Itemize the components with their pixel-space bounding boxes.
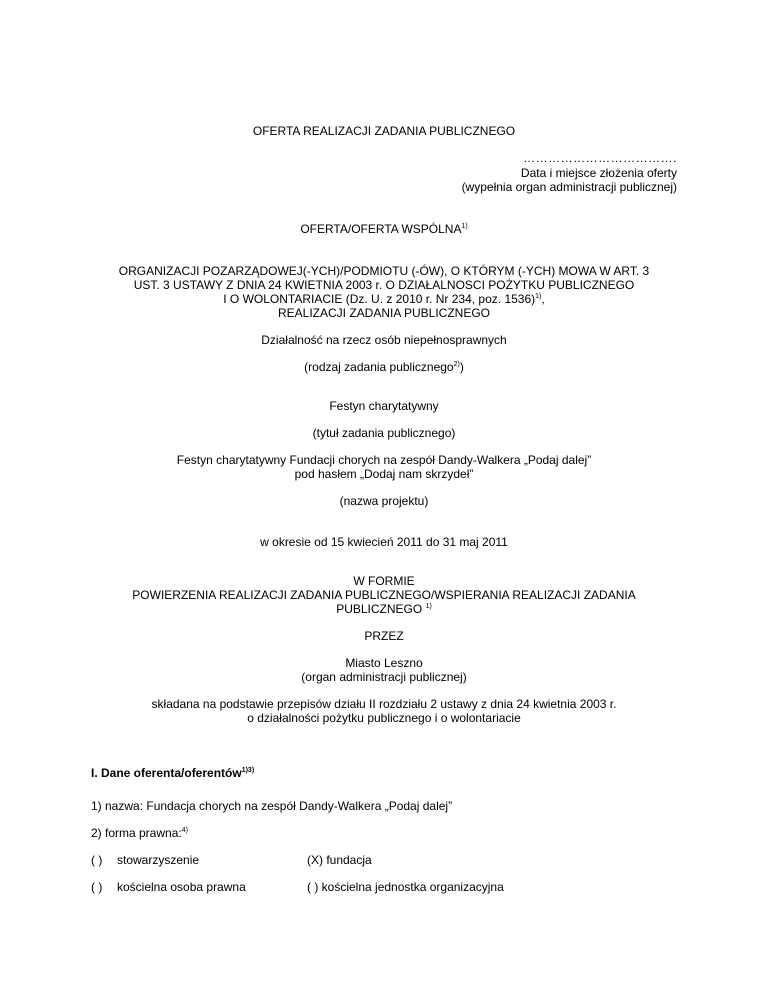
form-line-3-text: PUBLICZNEGO bbox=[336, 602, 426, 616]
option-fundacja[interactable]: (X) fundacja bbox=[307, 853, 372, 867]
date-dots: ………………………………. bbox=[523, 151, 677, 165]
task-type-label-text: (rodzaj zadania publicznego bbox=[304, 360, 454, 374]
date-note: (wypełnia organ administracji publicznej) bbox=[461, 180, 677, 194]
legal-form-text: 2) forma prawna: bbox=[91, 826, 182, 840]
option-checkbox[interactable]: ( ) bbox=[91, 853, 103, 867]
offer-type-text: OFERTA/OFERTA WSPÓLNA bbox=[300, 222, 462, 236]
option-label: kościelna osoba prawna bbox=[117, 880, 246, 894]
footnote-ref: 1) bbox=[535, 293, 542, 300]
footnote-ref: 1) bbox=[425, 603, 432, 610]
org-line-3-end: , bbox=[541, 292, 545, 306]
footnote-ref: 1)3) bbox=[241, 767, 255, 774]
org-line-2: UST. 3 USTAWY Z DNIA 24 KWIETNIA 2003 r. O DZIAŁALNOSCI POŻYTKU PUBLICZNEGO bbox=[133, 278, 635, 292]
task-title: Festyn charytatywny bbox=[329, 399, 439, 413]
org-line-3-text: I O WOLONTARIACIE (Dz. U. z 2010 r. Nr 234, poz. 1536) bbox=[223, 292, 536, 306]
form-line-2: POWIERZENIA REALIZACJI ZADANIA PUBLICZNEGO/WSPIERANIA REALIZACJI ZADANIA bbox=[132, 588, 636, 602]
option-checkbox[interactable]: ( ) bbox=[91, 880, 103, 894]
authority-label: (organ administracji publicznej) bbox=[301, 670, 467, 684]
date-label: Data i miejsce złożenia oferty bbox=[520, 166, 677, 180]
footnote-ref: 2) bbox=[453, 361, 460, 368]
by-label: PRZEZ bbox=[364, 629, 404, 643]
project-label: (nazwa projektu) bbox=[339, 494, 429, 508]
offer-type bbox=[80, 222, 688, 236]
footnote-ref: 4) bbox=[181, 827, 188, 834]
basis-line-2: o działalności pożytku publicznego i o wolontariacie bbox=[247, 711, 521, 725]
section-heading bbox=[91, 766, 254, 780]
basis-line-1: składana na podstawie przepisów działu II rozdziału 2 ustawy z dnia 24 kwietnia 2003 r. bbox=[151, 697, 617, 711]
authority: Miasto Leszno bbox=[345, 656, 423, 670]
project-line-1: Festyn charytatywny Fundacji chorych na zespół Dandy-Walkera „Podaj dalej” bbox=[176, 453, 592, 467]
task-type-label-end: ) bbox=[459, 360, 464, 374]
project-line-2: pod hasłem „Dodaj nam skrzydeł” bbox=[294, 467, 474, 481]
org-line-4: REALIZACJI ZADANIA PUBLICZNEGO bbox=[277, 306, 491, 320]
form-line-3 bbox=[80, 602, 688, 616]
footnote-ref: 1) bbox=[461, 223, 468, 230]
form-line-1: W FORMIE bbox=[353, 574, 415, 588]
org-line-1: ORGANIZACJI POZARZĄDOWEJ(-YCH)/PODMIOTU (-ÓW), O KTÓRYM (-YCH) MOWA W ART. 3 bbox=[118, 264, 650, 278]
option-koscielna-osoba-prawna[interactable] bbox=[91, 880, 246, 894]
task-title-label: (tytuł zadania publicznego) bbox=[312, 426, 456, 440]
org-line-3 bbox=[80, 292, 688, 306]
org-name-line: 1) nazwa: Fundacja chorych na zespół Dandy-Walkera „Podaj dalej” bbox=[91, 799, 453, 813]
task-type-label bbox=[80, 360, 688, 374]
document-title: OFERTA REALIZACJI ZADANIA PUBLICZNEGO bbox=[252, 124, 516, 138]
legal-form-label bbox=[91, 826, 188, 840]
section-heading-text: I. Dane oferenta/oferentów bbox=[91, 766, 242, 780]
task-type: Działalność na rzecz osób niepełnosprawnych bbox=[261, 333, 507, 347]
period: w okresie od 15 kwiecień 2011 do 31 maj 2011 bbox=[260, 535, 508, 549]
option-stowarzyszenie[interactable] bbox=[91, 853, 199, 867]
option-label: stowarzyszenie bbox=[117, 853, 200, 867]
option-koscielna-jednostka[interactable]: ( ) kościelna jednostka organizacyjna bbox=[307, 880, 504, 894]
